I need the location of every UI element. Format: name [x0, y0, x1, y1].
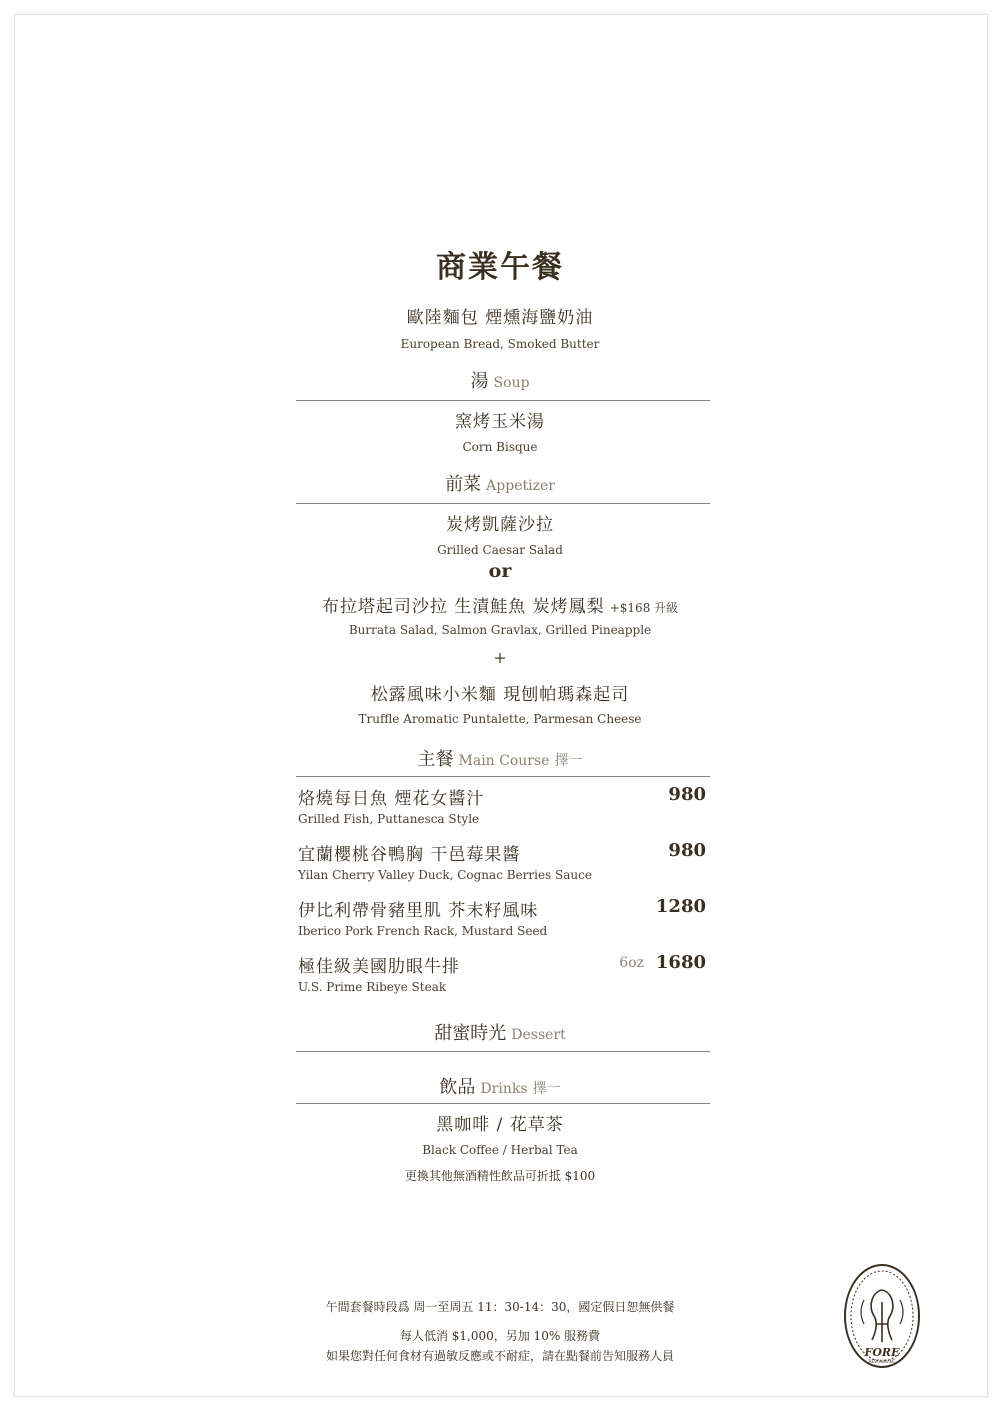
menu-title: 商業午餐: [436, 250, 564, 285]
drinks-note: 更換其他無酒精性飲品可折抵 $100: [404, 1169, 596, 1183]
soup-item: [0, 407, 1000, 432]
main-heading-en: Main Course: [458, 753, 550, 769]
appetizer-option2-zh: 布拉塔起司沙拉 生漬鮭魚 炭烤鳳梨: [321, 597, 605, 617]
main-course-heading: [0, 745, 1000, 771]
drinks-heading-choose: 擇一: [532, 1081, 561, 1097]
appetizer-option2-en-line: [0, 619, 1000, 638]
soup-heading: [0, 367, 1000, 393]
main-item-zh: 烙燒每日魚 煙花女醬汁: [298, 789, 485, 809]
main-item-price: 1280: [655, 896, 706, 917]
appetizer-addon-en: Truffle Aromatic Puntalette, Parmesan Cheese: [358, 712, 642, 726]
soup-item-en: Corn Bisque: [462, 440, 538, 454]
main-item-en: Yilan Cherry Valley Duck, Cognac Berries Sauce: [298, 868, 592, 882]
appetizer-addon: [0, 680, 1000, 705]
bread-en-line: [0, 333, 1000, 352]
soup-heading-zh: 湯: [470, 371, 489, 392]
main-heading-zh: 主餐: [417, 749, 454, 770]
soup-item-en-line: [0, 436, 1000, 455]
main-course-divider: [296, 776, 710, 777]
bread-zh: 歐陸麵包 煙燻海鹽奶油: [406, 308, 594, 328]
appetizer-option2: [0, 592, 1000, 617]
drinks-note-line: [0, 1165, 1000, 1184]
main-item-price: 980: [668, 784, 706, 805]
footer-allergy: 如果您對任何食材有過敏反應或不耐症，請在點餐前告知服務人員: [325, 1349, 674, 1363]
dessert-heading-zh: 甜蜜時光: [434, 1023, 507, 1044]
dessert-heading-en: Dessert: [511, 1027, 566, 1043]
menu-sheet: [14, 14, 988, 1397]
appetizer-heading: [0, 470, 1000, 496]
bread-item: [0, 303, 1000, 328]
appetizer-heading-zh: 前菜: [445, 474, 482, 495]
appetizer-option1: [0, 510, 1000, 535]
soup-heading-en: Soup: [493, 375, 530, 391]
main-item-en: U.S. Prime Ribeye Steak: [298, 980, 447, 994]
appetizer-addon-zh: 松露風味小米麵 現刨帕瑪森起司: [370, 685, 630, 705]
plus-separator: [0, 648, 1000, 667]
main-item-price: 980: [668, 840, 706, 861]
plus-text: +: [493, 648, 507, 667]
drinks-item: [0, 1110, 1000, 1135]
appetizer-addon-en-line: [0, 708, 1000, 727]
appetizer-option1-en: Grilled Caesar Salad: [437, 543, 563, 557]
bread-en: European Bread, Smoked Butter: [400, 337, 600, 351]
drinks-heading: [0, 1073, 1000, 1099]
main-item-en: Grilled Fish, Puttanesca Style: [298, 812, 480, 826]
appetizer-option1-zh: 炭烤凱薩沙拉: [446, 515, 554, 535]
fore-logo: [842, 1262, 922, 1370]
or-separator: [0, 560, 1000, 582]
main-item-zh: 宜蘭櫻桃谷鴨胸 干邑莓果醬: [298, 845, 521, 865]
logo-subtext: RESTAURANT: [868, 1359, 896, 1364]
drinks-item-en: Black Coffee / Herbal Tea: [422, 1143, 578, 1157]
main-item-zh: 極佳級美國肋眼牛排: [298, 957, 460, 977]
logo-text: FORE: [864, 1346, 900, 1359]
drinks-item-en-line: [0, 1139, 1000, 1158]
footer-hours: 午間套餐時段爲 周一至周五 11：30-14：30，國定假日恕無供餐: [325, 1300, 675, 1314]
upgrade-price: +$168 升級: [609, 601, 679, 615]
appetizer-option2-en: Burrata Salad, Salmon Gravlax, Grilled Pineapple: [348, 623, 652, 637]
drinks-heading-en: Drinks: [480, 1081, 528, 1097]
appetizer-heading-en: Appetizer: [486, 478, 555, 494]
drinks-divider: [296, 1103, 710, 1104]
main-item-zh: 伊比利帶骨豬里肌 芥末籽風味: [298, 901, 539, 921]
dessert-heading: [0, 1019, 1000, 1045]
appetizer-divider: [296, 503, 710, 504]
drinks-heading-zh: 飲品: [439, 1077, 476, 1098]
dessert-divider: [296, 1051, 710, 1052]
soup-divider: [296, 400, 710, 401]
main-item-size: 6oz: [619, 955, 644, 971]
main-item-en: Iberico Pork French Rack, Mustard Seed: [298, 924, 548, 938]
footer-minimum: 每人低消 $1,000，另加 10% 服務費: [399, 1329, 601, 1343]
soup-item-zh: 窯烤玉米湯: [455, 412, 545, 432]
main-heading-choose: 擇一: [554, 753, 583, 769]
appetizer-option1-en-line: [0, 539, 1000, 558]
drinks-item-zh: 黑咖啡 / 花草茶: [436, 1115, 564, 1135]
main-item-price: 1680: [655, 952, 706, 973]
or-text: or: [488, 560, 512, 582]
